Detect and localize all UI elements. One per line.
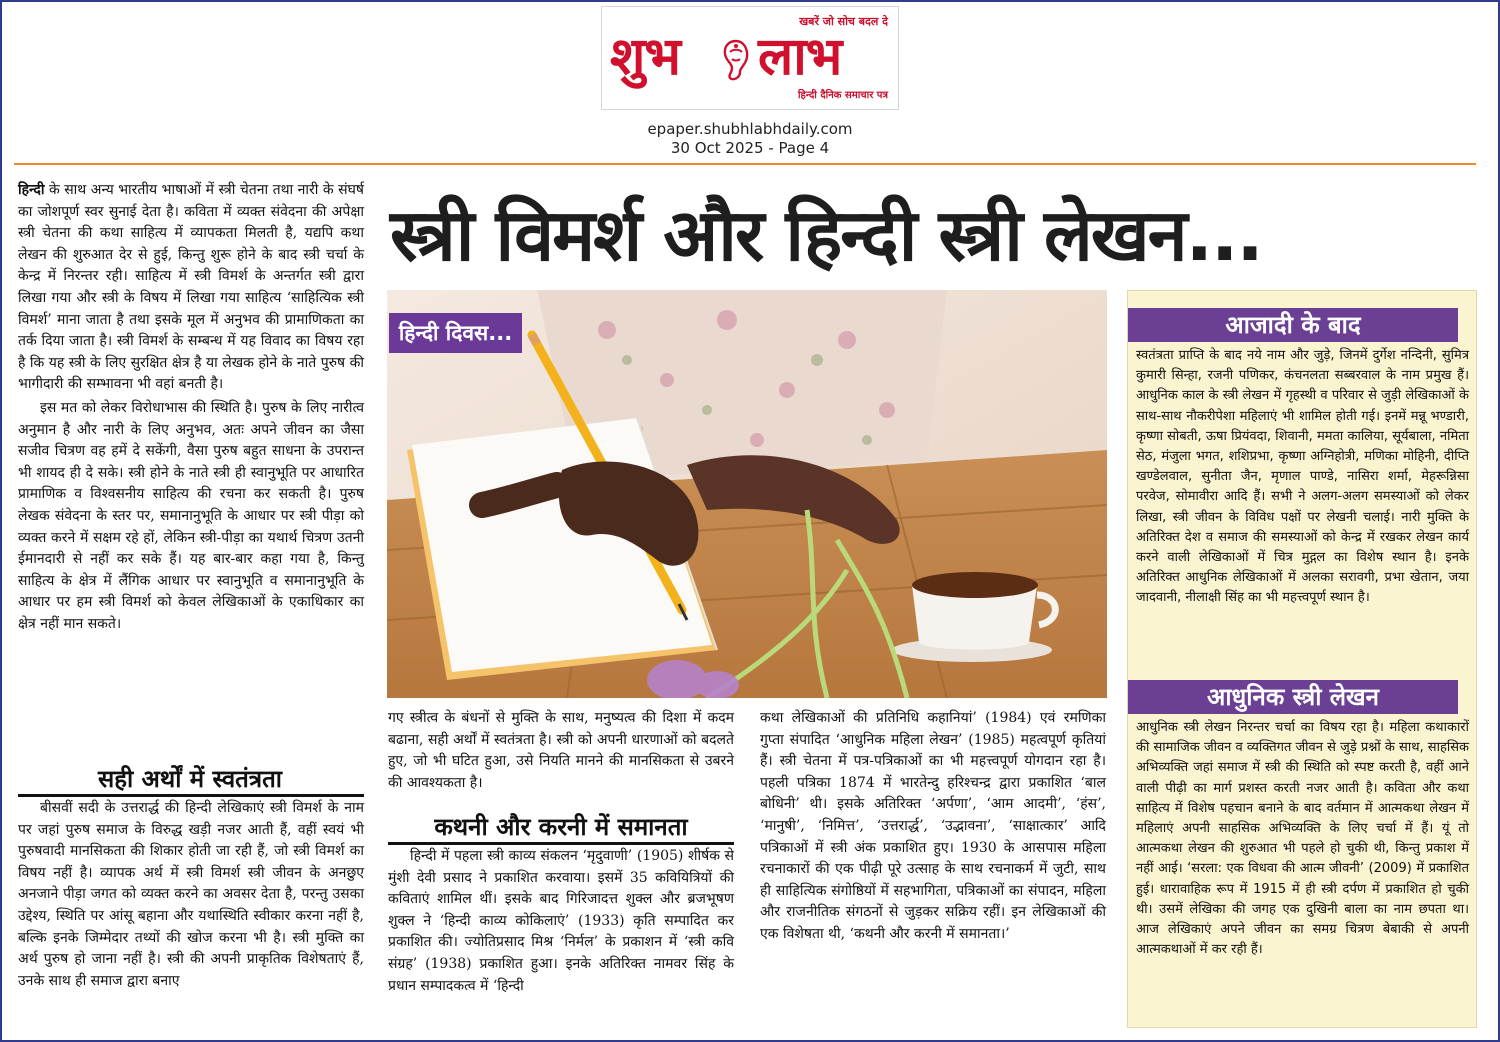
photo-label-hindi-diwas: हिन्दी दिवस... <box>389 313 522 353</box>
masthead-tagline: खबरें जो सोच बदल दे <box>799 15 888 28</box>
masthead-subtitle: हिन्दी दैनिक समाचार पत्र <box>797 90 888 101</box>
sidebar-paragraph-2: आधुनिक स्त्री लेखन निरन्तर चर्चा का विषय रहा है। महिला कथाकारों की सामाजिक जीवन व व्यक्तिगत जीवन से जुड़े प्रश्नों के साथ, साहसिक अभिव्यक्ति जहां समाज में स्त्री की स्थिति को स्पष्ट करती है, वहीं आने वाली पीढ़ी का मार्ग प्रशस्त करती नजर आती है। कविता और कथा साहित्य में विशेष पहचान बनाने के बाद वर्तमान में आत्मकथा लेखन में महिलाएं अपनी साहसिक अभिव्यक्ति के लिए चर्चा में हैं। यूं तो आत्मकथा लेखन की शुरुआत भी पहले हो चुकी थी, किन्तु प्रकाश में नहीं आई। ‘सरला: एक विधवा की आत्म जीवनी’ (2009) में प्रकाशित हुई। धारावाहिक रूप में 1915 में ही स्त्री दर्पण में प्रकाशित हो चुकी थी। उसमें लेखिका की जगह एक दुखिनी बाला का नाम छपता था। आज लेखिकाएं अपने जीवन का समग्र चित्रण बेबाकी से अपनी आत्मकथाओं में कर रही हैं। <box>1136 720 1469 958</box>
subheading-rule <box>18 794 364 797</box>
header-divider <box>14 163 1476 165</box>
masthead-logo[interactable] <box>601 6 899 110</box>
edition-date-page: 30 Oct 2025 - Page 4 <box>670 139 830 157</box>
article-column-1-lower <box>18 798 364 994</box>
lead-word: हिन्दी <box>18 182 45 198</box>
paragraph-4: गए स्त्रीत्व के बंधनों से मुक्ति के साथ, मनुष्यत्व की दिशा में कदम बढाना, सही अर्थों में स्वतंत्रता है। स्त्री को अपनी धारणाओं को बदलते हुए, जो भी घटित हुआ, उसे नियति मानने की मानसिकता से उबरने की आवश्यकता है। <box>388 710 734 791</box>
paragraph-1-text: के साथ अन्य भारतीय भाषाओं में स्त्री चेतना तथा नारी के संघर्ष का जोशपूर्ण स्वर सुनाई देता है। कविता में व्यक्त संवेदना की अपेक्षा स्त्री चेतना की कथा साहित्य में व्यापकता मिलती है, यद्यपि कथा लेखन की शुरुआत देर से हुई, किन्तु शुरू होने के बाद स्त्री चर्चा के केन्द्र में निरन्तर रही। साहित्य में स्त्री विमर्श के अन्तर्गत स्त्री द्वारा लिखा गया और स्त्री के विषय में लिखा गया साहित्य ‘साहित्यिक स्त्री विमर्श’ माना जाता है तथा इसके मूल में अनुभव की प्रामाणिकता का तर्क दिया जाता है। स्त्री विमर्श के सम्बन्ध में यह विवाद का विषय रहा है कि यह स्त्री के लिए सुरक्षित क्षेत्र है या लेखक होने के नाते पुरुष की भागीदारी की सम्भावना भी वहां बनती है। <box>18 182 364 393</box>
article-column-1 <box>18 180 364 637</box>
edition-url[interactable]: epaper.shubhlabhdaily.com <box>647 120 853 138</box>
ganesha-icon <box>718 37 754 81</box>
paragraph-3: बीसवीं सदी के उत्तरार्द्ध की हिन्दी लेखिकाएं स्त्री विमर्श के नाम पर जहां पुरुष समाज के विरुद्ध खड़ी नजर आती हैं, वहीं स्वयं भी पुरुषवादी मानसिकता की शिकार होती जा रही हैं, जो स्त्री विमर्श का विषय नहीं है। व्यापक अर्थ में स्त्री विमर्श स्त्री जीवन के अनछुए अनजाने पीड़ा जगत को व्यक्त करने का अवसर देता है, परन्तु उसका उद्देश्य, स्थिति पर आंसू बहाना और यथास्थिति स्वीकार करना नहीं है, बल्कि इनके जिम्मेदार तथ्यों की खोज करना भी है। स्त्री मुक्ति का अर्थ पुरुष हो जाना नहीं है। स्त्री की अपनी प्राकृतिक विशेषताएं हैं, उनके साथ ही समाज द्वारा बनाए <box>18 800 364 989</box>
paragraph-1 <box>18 180 364 396</box>
article-column-2-lower <box>388 846 734 999</box>
paragraph-6: कथा लेखिकाओं की प्रतिनिधि कहानियां’ (1984) एवं रमणिका गुप्ता संपादित ‘आधुनिक महिला लेखन’ (1985) महत्वपूर्ण कृतियां हैं। स्त्री चेतना में पत्र-पत्रिकाओं का भी महत्त्वपूर्ण योगदान रहा है। पहली पत्रिका 1874 में भारतेन्दु हरिश्चन्द्र द्वारा प्रकाशित ‘बाल बोधिनी’ थी। इसके अतिरिक्त ‘अर्पणा’, ‘आम आदमी’, ‘हंस’, ‘मानुषी’, ‘निमित्त’, ‘उत्तरार्द्ध’, ‘उद्भावना’, ‘साक्षात्कार’ आदि पत्रिकाओं में स्त्री अंक प्रकाशित हुए। 1930 के आसपास महिला रचनाकारों की एक पीढ़ी पूरे उत्साह के साथ रचनाकर्म में जुटी, साथ ही साहित्यिक संगोष्ठियों में सहभागिता, पत्रिकाओं का संपादन, महिला और राजनीतिक संगठनों से जुड़कर सक्रिय रहीं। इन लेखिकाओं की एक विशेषता थी, ‘कथनी और करनी में समानता।’ <box>760 710 1106 942</box>
sidebar-heading-modern-writing: आधुनिक स्त्री लेखन <box>1128 680 1458 714</box>
article-column-3 <box>760 708 1106 948</box>
subheading-equality: कथनी और करनी में समानता <box>434 813 688 841</box>
main-headline: स्त्री विमर्श और हिन्दी स्त्री लेखन... <box>390 193 1262 277</box>
paragraph-2: इस मत को लेकर विरोधाभास की स्थिति है। पुरुष के लिए नारीत्व अनुमान है और नारी के लिए अनुभव, अतः अपने जीवन का जैसा सजीव चित्रण वह हमें दे सकेंगी, वैसा पुरुष बहुत साधना के उपरान्त भी शायद ही दे सके। स्त्री होने के नाते स्त्री ही स्वानुभूति पर आधारित प्रामाणिक व विश्वसनीय साहित्य की रचना कर सकती है। पुरुष लेखक संवेदना के स्तर पर, समानानुभूति के आधार पर स्त्री पीड़ा को व्यक्त करने में सक्षम रहे हों, लेकिन स्त्री-पीड़ा का यथार्थ चित्रण उतनी ईमानदारी से नहीं कर सके हैं। यह बार-बार कहा गया है, किन्तु साहित्य के क्षेत्र में लैंगिक आधार पर स्वानुभूति व समानानुभूति के आधार पर हम स्त्री विमर्श को केवल लेखिकाओं के एकाधिकार का क्षेत्र नहीं मान सकते। <box>18 399 364 632</box>
subheading-rule-2 <box>388 842 734 845</box>
logo-word-left: शुभ <box>610 27 680 87</box>
logo-word-right: लाभ <box>758 27 842 87</box>
article-column-2 <box>388 708 734 796</box>
paragraph-5: हिन्दी में पहला स्त्री काव्य संकलन ‘मृदुवाणी’ (1905) शीर्षक से मुंशी देवी प्रसाद ने प्रकाशित करवाया। इसमें 35 कवियित्रियों की कविताएं शामिल थीं। इसके बाद गिरिजादत्त शुक्ल और ब्रजभूषण शुक्ल ने ‘हिन्दी काव्य कोकिलाएं’ (1933) कृति सम्पादित कर प्रकाशित की। ज्योतिप्रसाद मिश्र ‘निर्मल’ के प्रकाशन में ‘स्त्री कवि संग्रह’ (1938) प्रकाशित हुआ। इनके अतिरिक्त नामवर सिंह के प्रधान सम्पादकत्व में ‘हिन्दी <box>388 848 734 994</box>
sidebar-paragraph-1: स्वतंत्रता प्राप्ति के बाद नये नाम और जुड़े, जिनमें दुर्गेश नन्दिनी, सुमित्र कुमारी सिन्हा, रजनी पणिकर, कंचनलता सब्बरवाल के नाम प्रमुख हैं। आधुनिक काल के स्त्री लेखन में गृहस्थी व परिवार से जुड़ी लेखिकाओं के साथ-साथ नौकरीपेशा महिलाएं भी शामिल होती गई। इनमें मन्नू भण्डारी, कृष्णा सोबती, ऊषा प्रियंवदा, शिवानी, ममता कालिया, सूर्यबाला, नमिता सेठ, मंजुला भगत, शशिप्रभा, कृष्णा अग्निहोत्री, मणिका मोहिनी, दीप्ति खण्डेलवाल, सुनीता जैन, मृणाल पाण्डे, नासिरा शर्मा, मेहरून्निसा परवेज, सोमावीरा आदि हैं। सभी ने अलग-अलग समस्याओं को लेकर लिखा, स्त्री जीवन के विविध पक्षों पर लेखनी चलाई। नारी मुक्ति के अतिरिक्त देश व समाज की समस्याओं को केन्द्र में रखकर लेखन कार्य करने वाली लेखिकाओं में चित्र मुद्गल का विशेष स्थान है। इनके अतिरिक्त आधुनिक लेखिकाओं में अलका सरावगी, प्रभा खेतान, जया जादवानी, नीलाक्षी सिंह का भी महत्त्वपूर्ण स्थान है। <box>1136 348 1469 606</box>
sidebar-heading-post-independence: आजादी के बाद <box>1128 308 1458 342</box>
subheading-freedom: सही अर्थों में स्वतंत्रता <box>98 765 282 793</box>
